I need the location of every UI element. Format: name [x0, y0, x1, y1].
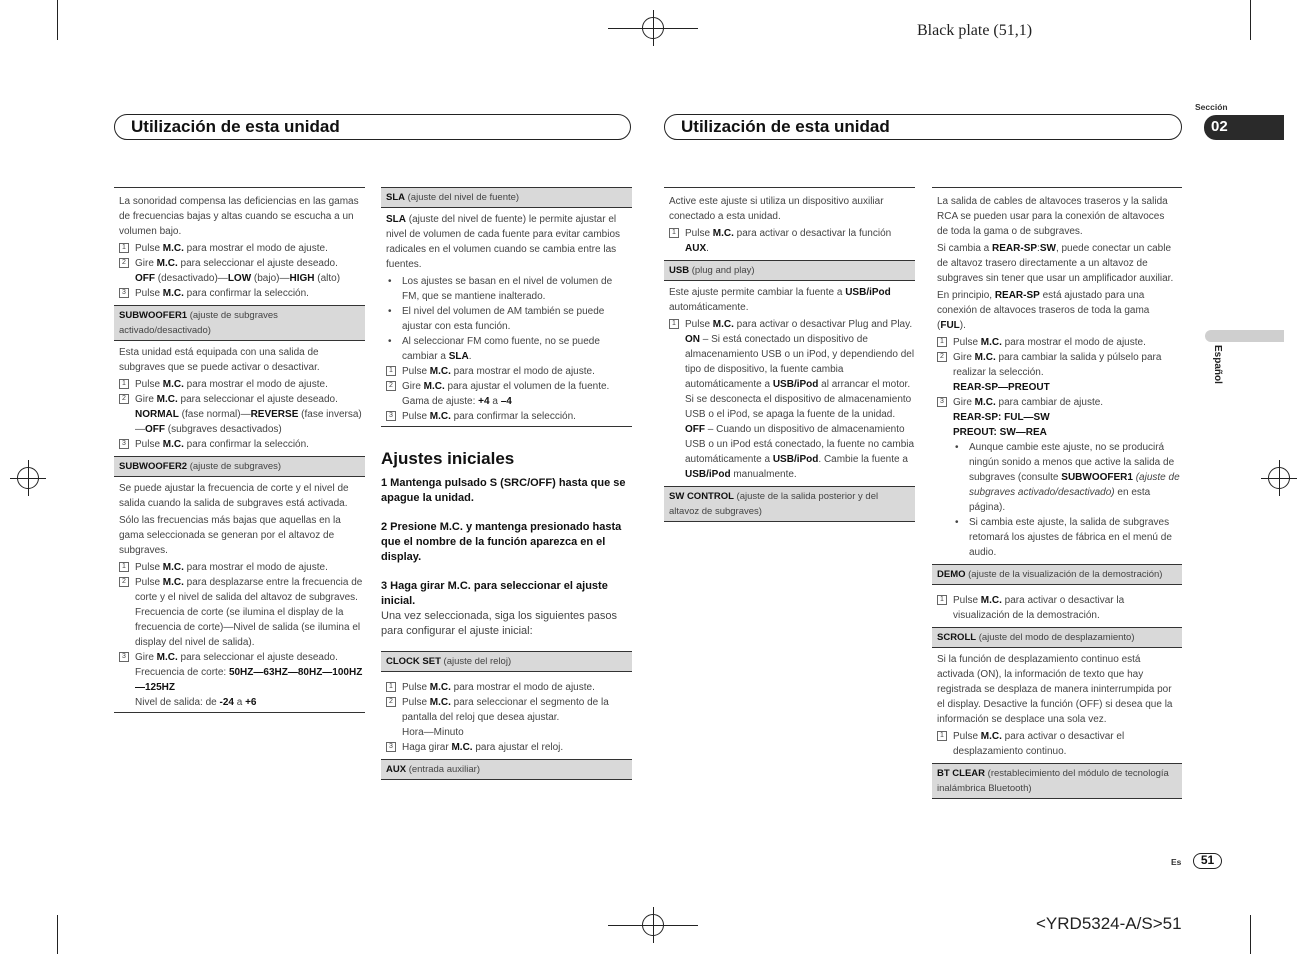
sla-text: SLA (ajuste del nivel de fuente) le permite ajustar el nivel de volumen de cada fuente para evitar cambios radicales en el volumen cuando se cambia entre las fuentes. — [386, 214, 621, 270]
step: 1 Pulse M.C. para activar o desactivar Plug and Play. — [664, 317, 915, 332]
bullet-item: • Si cambia este ajuste, la salida de subgraves retomará los ajustes de fábrica en el menú de audio. — [955, 517, 1172, 558]
page-number: 51 — [1193, 853, 1222, 869]
step-note: Hora—Minuto — [402, 727, 464, 738]
crop-mark — [57, 0, 58, 40]
step: 3 Pulse M.C. para confirmar la selección. — [381, 409, 632, 427]
step: 2 Gire M.C. para cambiar la salida y púlselo para realizar la selección. — [932, 350, 1182, 380]
crop-mark — [1250, 0, 1251, 40]
rear-output-text: La salida de cables de altavoces traseros y la salida RCA se pueden usar para la conexión de altavoces de toda la gama o de subgraves. — [937, 196, 1168, 237]
aux-text: Active este ajuste si utiliza un dispositivo auxiliar conectado a esta unidad. — [669, 196, 884, 222]
setting-bar-bt-clear: BT CLEAR (restablecimiento del módulo de tecnología inalámbrica Bluetooth) — [932, 763, 1182, 799]
bullet-item: • El nivel del volumen de AM también se puede ajustar con esta función. — [388, 306, 605, 332]
left-header: Utilización de esta unidad — [114, 114, 631, 140]
bullet-item: • Al seleccionar FM como fuente, no se puede cambiar a SLA. — [388, 336, 600, 362]
step: 1 Pulse M.C. para mostrar el modo de ajuste. — [932, 335, 1182, 350]
bullet-item: • Aunque cambie este ajuste, no se producirá ningún sonido a menos que active la salida de subgraves (consulte SUBWOOFER1 (ajuste de subgraves activado/desactivado) en esta página). — [955, 442, 1180, 513]
footer-code: <YRD5324-A/S>51 — [1036, 914, 1182, 933]
subwoofer2-text: Se puede ajustar la frecuencia de corte y el nivel de salida cuando la salida de subgraves está activada. — [119, 483, 349, 509]
step-note: REAR-SP—PREOUT — [953, 382, 1050, 393]
registration-mark — [1268, 467, 1290, 489]
section-heading: Ajustes iniciales — [381, 449, 515, 468]
step: 1 Pulse M.C. para mostrar el modo de ajuste. — [114, 560, 365, 575]
step: 1 Pulse M.C. para activar o desactivar la función AUX. — [664, 226, 915, 256]
option-list: OFF (desactivado)—LOW (bajo)—HIGH (alto) — [135, 273, 341, 284]
step: 1 Pulse M.C. para mostrar el modo de ajuste. — [381, 364, 632, 379]
step-note: PREOUT: SW—REA — [953, 427, 1047, 438]
crop-mark — [57, 915, 58, 954]
usb-text: Este ajuste permite cambiar la fuente a USB/iPod automáticamente. — [669, 287, 891, 313]
option-list: NORMAL (fase normal)—REVERSE (fase inversa)—OFF (subgraves desactivados) — [135, 409, 362, 435]
column-3 — [664, 187, 915, 522]
step: 3 Haga girar M.C. para ajustar el reloj. — [381, 740, 632, 755]
plate-label: Black plate (51,1) — [917, 22, 1033, 39]
range-text: Gama de ajuste: +4 a –4 — [402, 396, 512, 407]
step: 3 Pulse M.C. para confirmar la selección. — [114, 286, 365, 301]
step: 1 Pulse M.C. para activar o desactivar la visualización de la demostración. — [932, 593, 1182, 623]
step: 1 Pulse M.C. para mostrar el modo de ajuste. — [114, 241, 365, 256]
setting-bar-clock: CLOCK SET (ajuste del reloj) — [381, 651, 632, 672]
page-language: Es — [1171, 857, 1182, 867]
step-note: Frecuencia de corte (se ilumina el display de la frecuencia de corte)—Nivel de salida (se ilumina el display del nivel de salida). — [135, 607, 361, 648]
registration-mark — [642, 914, 664, 936]
section-number-tab: 02 — [1204, 115, 1284, 140]
step: 1 Pulse M.C. para mostrar el modo de ajuste. — [114, 377, 365, 392]
step: 2 Gire M.C. para ajustar el volumen de la fuente. — [381, 379, 632, 394]
section-label: Sección — [1195, 102, 1228, 112]
right-header: Utilización de esta unidad — [664, 114, 1182, 140]
rear-output-text: En principio, REAR-SP está ajustado para una conexión de altavoces traseros de toda la gama (FUL). — [937, 290, 1150, 331]
step: 3 Pulse M.C. para confirmar la selección. — [114, 437, 365, 452]
setting-bar-sla: SLA (ajuste del nivel de fuente) — [381, 187, 632, 208]
setting-bar-subwoofer2: SUBWOOFER2 (ajuste de subgraves) — [114, 456, 365, 477]
language-label: Español — [1212, 345, 1223, 384]
step: 2 Pulse M.C. para seleccionar el segmento de la pantalla del reloj que desea ajustar. — [381, 695, 632, 725]
column-1 — [114, 187, 365, 713]
frequency-values: Frecuencia de corte: 50HZ—63HZ—80HZ—100HZ—125HZ — [135, 667, 363, 693]
step: 2 Gire M.C. para seleccionar el ajuste deseado. — [114, 256, 365, 271]
setting-bar-aux: AUX (entrada auxiliar) — [381, 759, 632, 780]
off-option: OFF – Cuando un dispositivo de almacenamiento USB o un iPod está conectado, la fuente no cambia automáticamente a USB/iPod. Cambie la fuente a USB/iPod manualmente. — [685, 424, 915, 480]
heading-step: 3 Haga girar M.C. para seleccionar el ajuste inicial. — [381, 580, 608, 607]
crop-mark — [1250, 915, 1251, 954]
step: 2 Gire M.C. para seleccionar el ajuste deseado. — [114, 392, 365, 407]
on-option: ON – Si está conectado un dispositivo de almacenamiento USB o un iPod, y dependiendo del tipo de dispositivo, la fuente cambia automáticamente a USB/iPod al arrancar el motor. Si se desconecta el dispositivo de almacenamiento USB o el iPod, se apaga la fuente de la unidad. — [685, 334, 915, 420]
step: 1 Pulse M.C. para mostrar el modo de ajuste. — [381, 680, 632, 695]
heading-step: 2 Presione M.C. y mantenga presionado hasta que el nombre de la función aparezca en el display. — [381, 521, 622, 563]
language-tab — [1205, 330, 1284, 342]
setting-bar-subwoofer1: SUBWOOFER1 (ajuste de subgraves activado/desactivado) — [114, 305, 365, 341]
step: 3 Gire M.C. para cambiar de ajuste. — [932, 395, 1182, 410]
setting-bar-usb: USB (plug and play) — [664, 260, 915, 281]
level-range: Nivel de salida: de -24 a +6 — [114, 695, 365, 713]
bullet-item: • Los ajustes se basan en el nivel de volumen de FM, que se mantiene inalterado. — [388, 276, 613, 302]
column-2 — [381, 187, 632, 780]
subwoofer1-text: Esta unidad está equipada con una salida de subgraves que se puede activar o desactivar. — [119, 347, 320, 373]
loudness-intro: La sonoridad compensa las deficiencias en las gamas de frecuencias bajas y altas cuando se escucha a un volumen bajo. — [119, 196, 359, 237]
step: 1 Pulse M.C. para activar o desactivar el desplazamiento continuo. — [932, 729, 1182, 759]
setting-bar-sw-control: SW CONTROL (ajuste de la salida posterior y del altavoz de subgraves) — [664, 486, 915, 522]
heading-step-text: Una vez seleccionada, siga los siguientes pasos para configurar el ajuste inicial: — [381, 610, 618, 637]
setting-bar-demo: DEMO (ajuste de la visualización de la demostración) — [932, 564, 1182, 585]
registration-mark — [642, 17, 664, 39]
step: 2 Pulse M.C. para desplazarse entre la frecuencia de corte y el nivel de salida del altavoz de subgraves. — [114, 575, 365, 605]
column-4 — [932, 187, 1182, 799]
scroll-text: Si la función de desplazamiento continuo está activada (ON), la información de texto que hay registrada se desplaza de manera ininterrumpida por el display. Desactive la función (OFF) si desea que la información se desplace una sola vez. — [937, 654, 1173, 725]
rear-output-text: Si cambia a REAR-SP:SW, puede conectar un cable de altavoz trasero directamente a un altavoz de subgraves sin tener que usar un amplificador auxiliar. — [937, 243, 1174, 284]
registration-mark — [17, 467, 39, 489]
step-note: REAR-SP: FUL—SW — [953, 412, 1050, 423]
heading-step: 1 Mantenga pulsado S (SRC/OFF) hasta que se apague la unidad. — [381, 477, 626, 504]
setting-bar-scroll: SCROLL (ajuste del modo de desplazamiento) — [932, 627, 1182, 648]
step: 3 Gire M.C. para seleccionar el ajuste deseado. — [114, 650, 365, 665]
subwoofer2-text: Sólo las frecuencias más bajas que aquellas en la gama seleccionada se generan por el altavoz de subgraves. — [119, 515, 341, 556]
